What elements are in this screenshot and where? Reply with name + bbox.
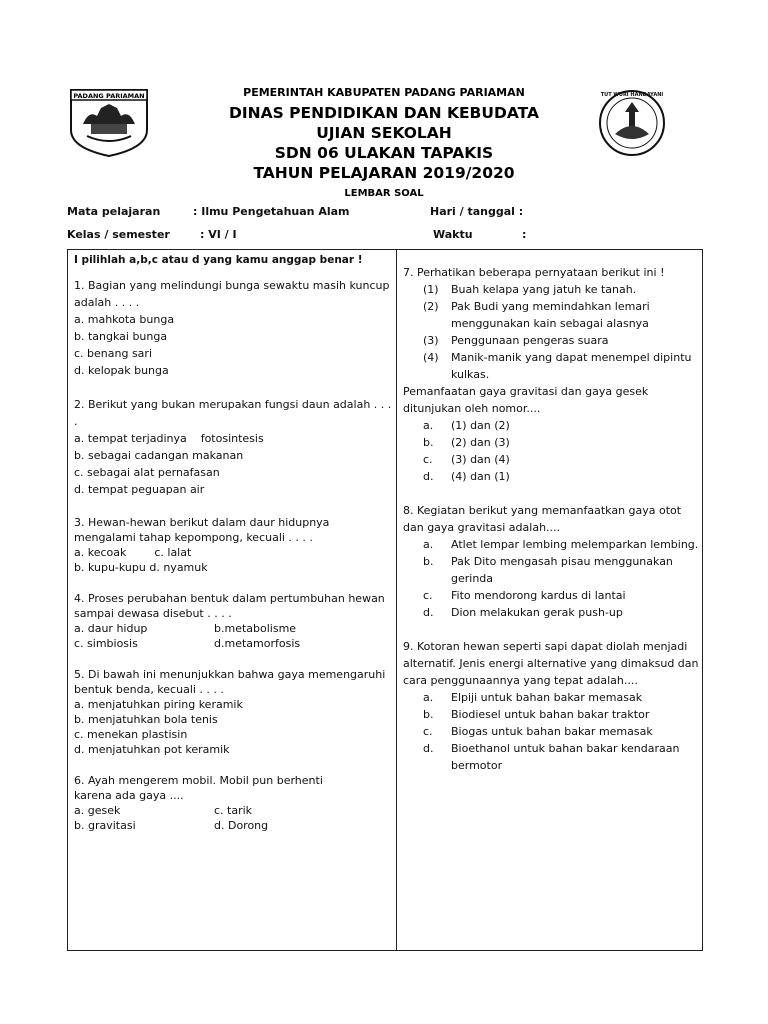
waktu-label: Waktu <box>433 228 473 241</box>
item-marker: c. <box>423 453 433 466</box>
question-stem: 8. Kegiatan berikut yang memanfaatkan gaya otot dan gaya gravitasi adalah.... <box>403 504 682 534</box>
header-year: TAHUN PELAJARAN 2019/2020 <box>253 164 515 182</box>
question-1 <box>74 277 392 379</box>
item-marker: a. <box>423 538 434 551</box>
header-school: SDN 06 ULAKAN TAPAKIS <box>274 144 494 162</box>
item-marker: d. <box>423 742 434 755</box>
item-text: Buah kelapa yang jatuh ke tanah. <box>451 283 637 296</box>
option-d: d. kelopak bunga <box>74 364 169 377</box>
item-text: Penggunaan pengeras suara <box>451 334 609 347</box>
question-stem: 2. Berikut yang bukan merupakan fungsi daun adalah . . . . <box>74 398 392 428</box>
statement-1 <box>423 281 699 298</box>
kelas-value: : VI / I <box>200 228 237 241</box>
option-b: b. menjatuhkan bola tenis <box>74 713 218 726</box>
option-a: a. daur hidup <box>74 622 148 635</box>
statement-3 <box>423 332 699 349</box>
item-text: Pak Dito mengasah pisau menggunakan gerinda <box>451 555 673 585</box>
item-text: Bioethanol untuk bahan bakar kendaraan bermotor <box>451 742 680 772</box>
question-stem: 7. Perhatikan beberapa pernyataan berikut ini ! <box>403 266 665 279</box>
item-text: (1) dan (2) <box>451 419 510 432</box>
item-marker: c. <box>423 725 433 738</box>
item-text: (2) dan (3) <box>451 436 510 449</box>
option-list <box>403 417 699 485</box>
option-d: d. Dorong <box>214 819 269 832</box>
option-4 <box>423 604 699 621</box>
option-2 <box>423 553 699 587</box>
option-list <box>403 689 699 774</box>
question-stem: 3. Hewan-hewan berikut dalam daur hidupnya mengalami tahap kepompong, kecuali . . . . <box>74 516 330 544</box>
item-text: Manik-manik yang dapat menempel dipintu kulkas. <box>451 351 692 381</box>
header-exam: UJIAN SEKOLAH <box>316 124 452 142</box>
item-text: Biodiesel untuk bahan bakar traktor <box>451 708 650 721</box>
statement-2 <box>423 298 699 332</box>
option-b: b. sebagai cadangan makanan <box>74 449 244 462</box>
option-2 <box>423 706 699 723</box>
header-government: PEMERINTAH KABUPATEN PADANG PARIAMAN <box>243 86 525 99</box>
question-8 <box>403 502 699 621</box>
header-sheet-label: LEMBAR SOAL <box>344 188 424 199</box>
mapel-value: : Ilmu Pengetahuan Alam <box>193 205 350 218</box>
statement-list <box>403 281 699 383</box>
item-text: Atlet lempar lembing melemparkan lembing. <box>451 538 699 551</box>
question-stem: 5. Di bawah ini menunjukkan bahwa gaya memengaruhi bentuk benda, kecuali . . . . <box>74 668 386 696</box>
option-a: a. menjatuhkan piring keramik <box>74 698 243 711</box>
hari-label: Hari / tanggal : <box>430 205 524 218</box>
right-column <box>403 264 699 774</box>
question-4 <box>74 591 392 651</box>
question-6 <box>74 773 324 833</box>
option-4 <box>423 740 699 774</box>
option-2 <box>423 434 699 451</box>
item-marker: (4) <box>423 351 439 364</box>
item-marker: b. <box>423 436 434 449</box>
option-1 <box>423 536 699 553</box>
statement-4 <box>423 349 699 383</box>
question-9 <box>403 638 699 774</box>
question-stem: 4. Proses perubahan bentuk dalam pertumbuhan hewan sampai dewasa disebut . . . . <box>74 592 385 620</box>
option-3 <box>423 723 699 740</box>
item-text: (4) dan (1) <box>451 470 510 483</box>
item-marker: a. <box>423 419 434 432</box>
item-marker: (1) <box>423 283 439 296</box>
logo-left-text: PADANG PARIAMAN <box>73 92 145 100</box>
item-text: Pak Budi yang memindahkan lemari menggunakan kain sebagai alasnya <box>451 300 650 330</box>
item-marker: a. <box>423 691 434 704</box>
item-marker: b. <box>423 555 434 568</box>
item-text: Biogas untuk bahan bakar memasak <box>451 725 653 738</box>
item-text: Fito mendorong kardus di lantai <box>451 589 626 602</box>
option-1 <box>423 689 699 706</box>
option-d: d. menjatuhkan pot keramik <box>74 743 230 756</box>
question-stem: 9. Kotoran hewan seperti sapi dapat diolah menjadi alternatif. Jenis energi alternative yang dimaksud dan cara penggunaannya yang tepat adalah.... <box>403 640 699 687</box>
question-2 <box>74 396 392 498</box>
item-text: Dion melakukan gerak push-up <box>451 606 623 619</box>
option-c: c. benang sari <box>74 347 153 360</box>
option-c: c. simbiosis <box>74 637 138 650</box>
option-d: d. tempat peguapan air <box>74 483 205 496</box>
waktu-colon: : <box>522 228 527 241</box>
question-5 <box>74 667 392 757</box>
option-b-d: b. kupu-kupu d. nyamuk <box>74 561 208 574</box>
instruction: I pilihlah a,b,c atau d yang kamu anggap benar ! <box>74 254 363 266</box>
option-b: b.metabolisme <box>214 622 297 635</box>
kelas-label: Kelas / semester <box>67 228 170 241</box>
option-list <box>403 536 699 621</box>
question-stem: 6. Ayah mengerem mobil. Mobil pun berhenti karena ada gaya .... <box>74 774 323 802</box>
option-4 <box>423 468 699 485</box>
option-1 <box>423 417 699 434</box>
question-stem: 1. Bagian yang melindungi bunga sewaktu masih kuncup adalah . . . . <box>74 279 390 309</box>
option-c: c. tarik <box>214 804 253 817</box>
item-text: Elpiji untuk bahan bakar memasak <box>451 691 643 704</box>
question-text: Pemanfaatan gaya gravitasi dan gaya gesek ditunjukan oleh nomor.... <box>403 385 649 415</box>
question-3 <box>74 515 392 575</box>
item-text: (3) dan (4) <box>451 453 510 466</box>
item-marker: d. <box>423 470 434 483</box>
item-marker: b. <box>423 708 434 721</box>
item-marker: (3) <box>423 334 439 347</box>
option-c: c. menekan plastisin <box>74 728 188 741</box>
option-a-c: a. kecoak c. lalat <box>74 546 192 559</box>
logo-right-text: TUT WURI HANDAYANI <box>600 92 664 98</box>
column-divider <box>396 249 397 950</box>
option-a: a. mahkota bunga <box>74 313 175 326</box>
item-marker: c. <box>423 589 433 602</box>
option-c: c. sebagai alat pernafasan <box>74 466 220 479</box>
option-3 <box>423 587 699 604</box>
option-b: b. tangkai bunga <box>74 330 168 343</box>
header-department: DINAS PENDIDIKAN DAN KEBUDATA <box>229 104 539 122</box>
option-3 <box>423 451 699 468</box>
mapel-label: Mata pelajaran <box>67 205 161 218</box>
option-a: a. gesek <box>74 804 121 817</box>
item-marker: d. <box>423 606 434 619</box>
option-a: a. tempat terjadinya fotosintesis <box>74 432 264 445</box>
option-b: b. gravitasi <box>74 819 136 832</box>
question-7 <box>403 264 699 485</box>
option-d: d.metamorfosis <box>214 637 301 650</box>
item-marker: (2) <box>423 300 439 313</box>
left-column <box>74 252 392 833</box>
